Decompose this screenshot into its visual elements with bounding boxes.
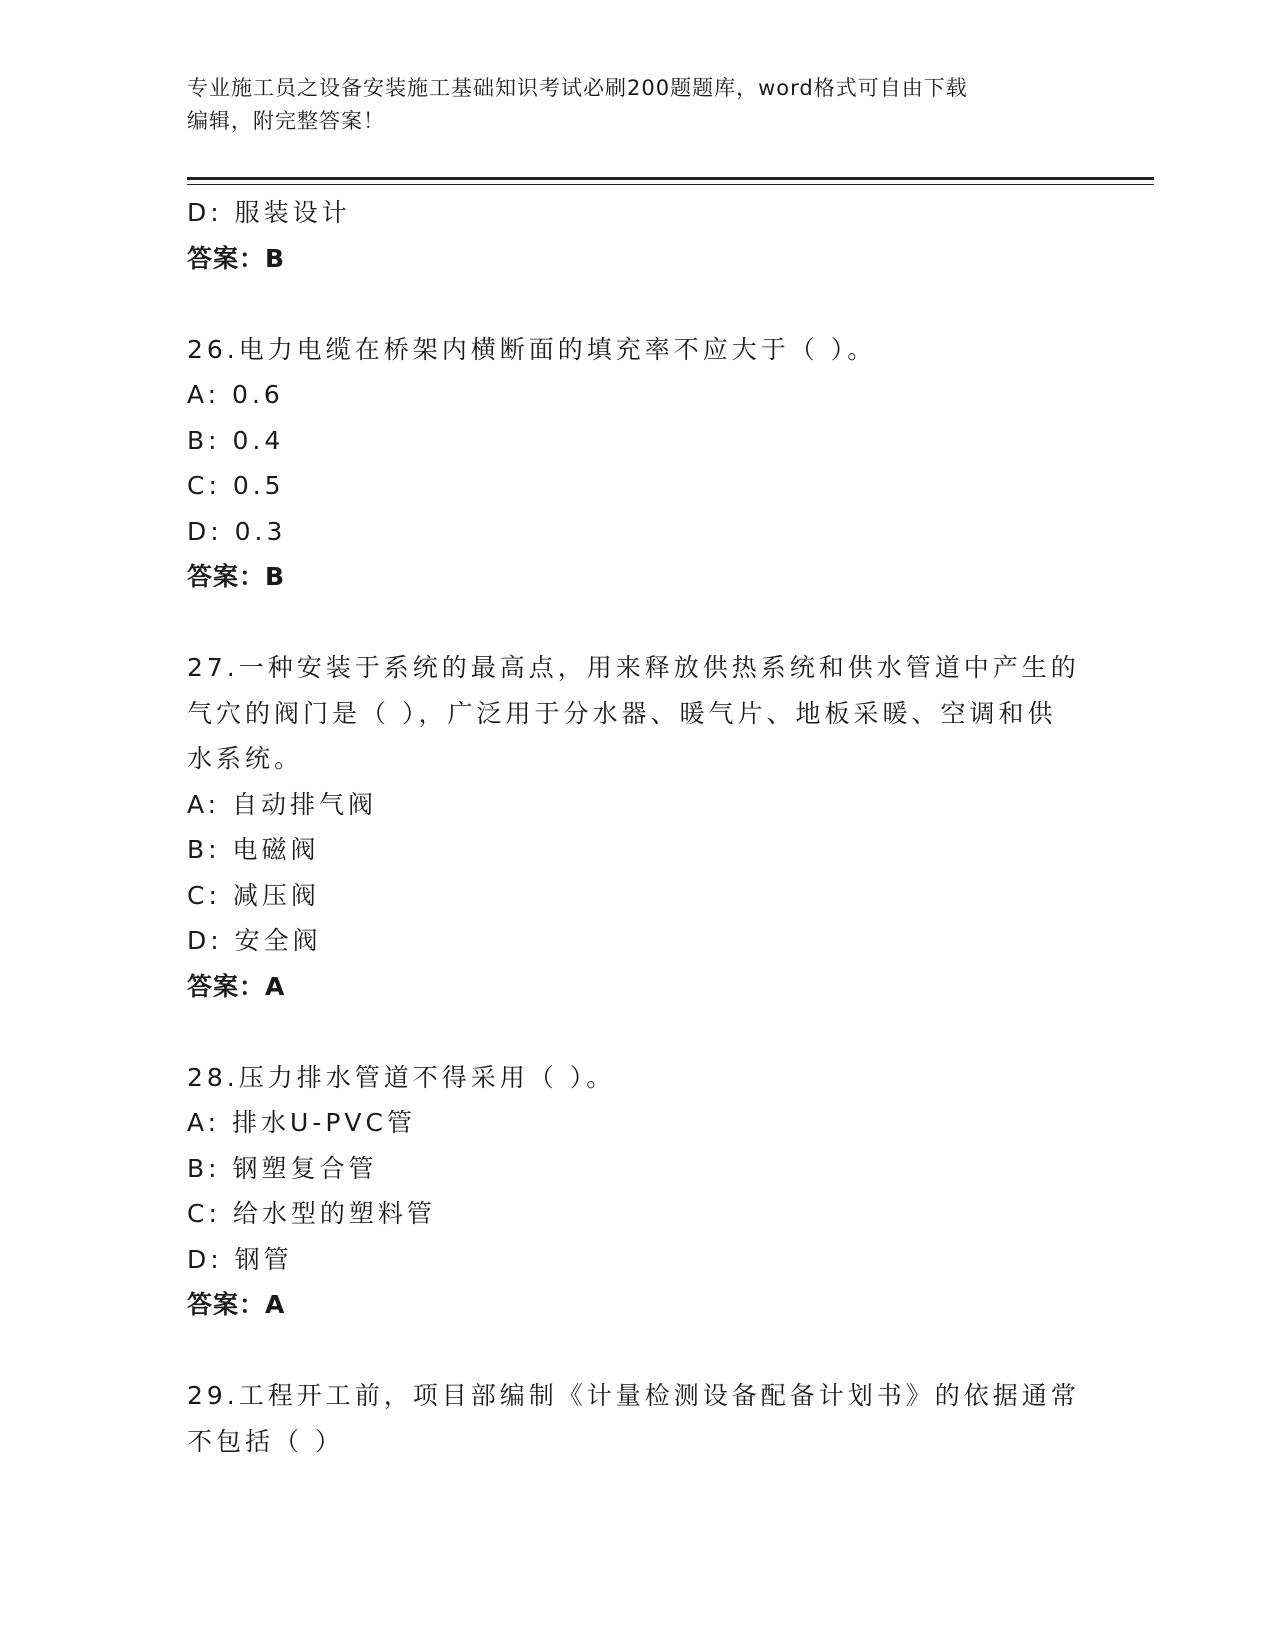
question-text: 28.压力排水管道不得采用（ ）。 — [187, 1062, 616, 1092]
spacer — [187, 600, 1087, 646]
option-c: C: 给水型的塑料管 — [187, 1199, 436, 1228]
option-a: A: 0.6 — [187, 380, 284, 409]
question-text-line-1: 27.一种安装于系统的最高点，用来释放供热系统和供水管道中产生的 — [187, 653, 1080, 682]
option-b: B: 0.4 — [187, 425, 285, 455]
option-b: B: 钢塑复合管 — [187, 1153, 378, 1183]
option-b: B: 电磁阀 — [187, 835, 320, 864]
option-a: A: 排水U-PVC管 — [187, 1108, 416, 1137]
answer-line: 答案：A — [187, 971, 286, 1001]
question-text: 26.电力电缆在桥架内横断面的填充率不应大于（ ）。 — [187, 334, 877, 364]
question-text-line-1: 29.工程开工前，项目部编制《计量检测设备配备计划书》的依据通常 — [187, 1381, 1080, 1410]
option-d: D: 服装设计 — [187, 198, 351, 227]
header-divider-thin — [187, 184, 1154, 185]
spacer — [187, 1328, 1087, 1374]
question-list — [187, 190, 1087, 1464]
header-divider-thick — [187, 177, 1154, 180]
header-line-1: 专业施工员之设备安装施工基础知识考试必刷200题题库，word格式可自由下载 — [187, 76, 968, 100]
spacer — [187, 1009, 1087, 1055]
question-29 — [187, 1373, 1087, 1464]
question-26 — [187, 327, 1087, 600]
option-d: D: 钢管 — [187, 1244, 293, 1274]
option-d: D: 安全阀 — [187, 926, 322, 955]
spacer — [187, 281, 1087, 327]
answer-line: 答案：B — [187, 243, 286, 273]
question-28 — [187, 1055, 1087, 1328]
document-header — [187, 72, 1087, 138]
option-c: C: 0.5 — [187, 471, 285, 500]
option-d: D: 0.3 — [187, 516, 287, 546]
header-line-2: 编辑，附完整答案！ — [187, 109, 385, 133]
option-a: A: 自动排气阀 — [187, 789, 378, 819]
question-27 — [187, 645, 1087, 1009]
question-25-tail — [187, 190, 1087, 281]
question-text-line-3: 水系统。 — [187, 744, 304, 773]
answer-line: 答案：A — [187, 1290, 286, 1319]
answer-line: 答案：B — [187, 562, 286, 591]
option-c: C: 减压阀 — [187, 880, 320, 910]
question-text-line-2: 不包括（ ） — [187, 1426, 344, 1456]
question-text-line-2: 气穴的阀门是（ ），广泛用于分水器、暖气片、地板采暖、空调和供 — [187, 698, 1057, 728]
